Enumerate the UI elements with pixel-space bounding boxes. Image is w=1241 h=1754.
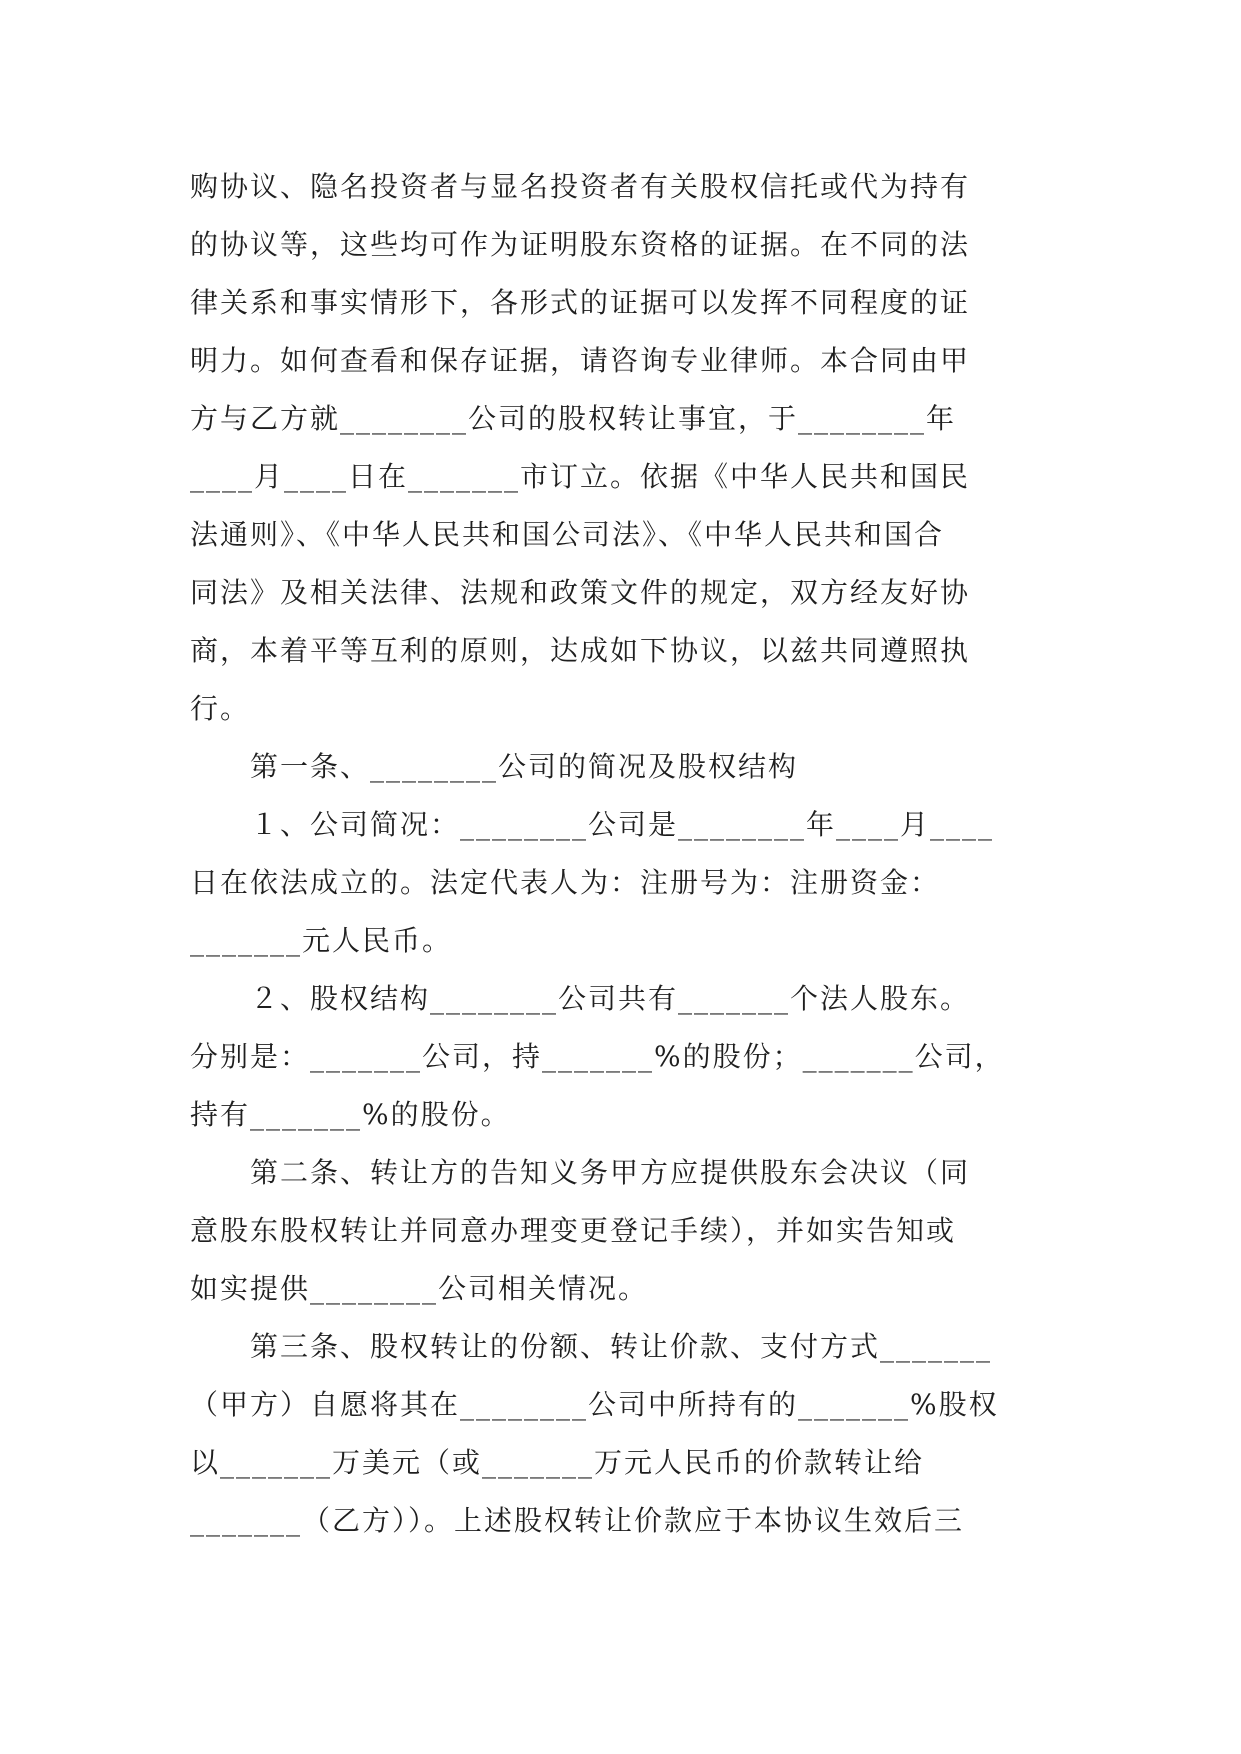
text-line: 律关系和事实情形下，各形式的证据可以发挥不同程度的证: [190, 286, 971, 319]
text-line: 的协议等，这些均可作为证明股东资格的证据。在不同的法: [190, 228, 971, 261]
document-body: [190, 158, 1050, 1550]
article-3-heading: 第三条、股权转让的份额、转让价款、支付方式_______: [190, 1330, 993, 1363]
text-line: １、公司简况：________公司是________年____月____: [190, 808, 995, 841]
text-line: 商，本着平等互利的原则，达成如下协议，以兹共同遵照执: [190, 634, 971, 667]
text-line: ____月____日在_______市订立。依据《中华人民共和国民: [190, 460, 971, 493]
text-line: 以_______万美元（或_______万元人民币的价款转让给: [190, 1446, 925, 1479]
text-line: 法通则》、《中华人民共和国公司法》、《中华人民共和国合: [190, 518, 945, 551]
text-line: 行。: [190, 692, 251, 725]
text-line: _______（乙方））。上述股权转让价款应于本协议生效后三: [190, 1504, 965, 1537]
text-line: 明力。如何查看和保存证据，请咨询专业律师。本合同由甲: [190, 344, 971, 377]
text-line: 持有_______%的股份。: [190, 1098, 511, 1131]
text-line: 同法》及相关法律、法规和政策文件的规定，双方经友好协: [190, 576, 971, 609]
text-line: 购协议、隐名投资者与显名投资者有关股权信托或代为持有: [190, 170, 971, 203]
text-line: _______元人民币。: [190, 924, 453, 957]
article-1-heading: 第一条、________公司的简况及股权结构: [190, 750, 799, 783]
text-line: ２、股权结构________公司共有_______个法人股东。: [190, 982, 971, 1015]
article-2-heading: 第二条、转让方的告知义务甲方应提供股东会决议（同: [190, 1156, 971, 1189]
text-line: 分别是：_______公司，持_______%的股份；_______公司，: [190, 1040, 1005, 1073]
text-line: 意股东股权转让并同意办理变更登记手续），并如实告知或: [190, 1214, 957, 1247]
text-line: （甲方）自愿将其在________公司中所持有的_______%股权: [190, 1388, 999, 1421]
text-line: 方与乙方就________公司的股权转让事宜，于________年: [190, 402, 957, 435]
text-line: 如实提供________公司相关情况。: [190, 1272, 649, 1305]
text-line: 日在依法成立的。法定代表人为：注册号为：注册资金：: [190, 866, 941, 899]
